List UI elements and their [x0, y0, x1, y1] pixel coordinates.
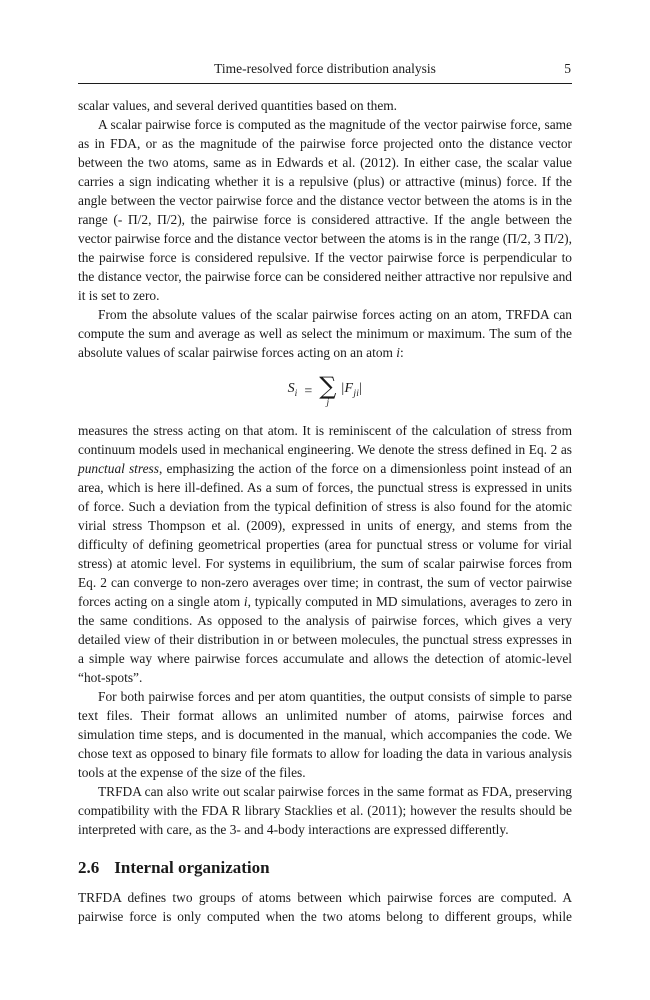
paragraph: [78, 305, 572, 362]
section-title: Internal organization: [114, 858, 270, 877]
text-run: scalar values, and several derived quantities based on them.: [78, 98, 398, 113]
equation-rhs: $|F_{ji}|$: [341, 380, 363, 399]
paragraph: [78, 115, 572, 305]
text-run: , emphasizing the action of the force on a dimensionless point instead of an area, which is here ill-defined. As a sum of forces, the punctual stress is expressed in units of force. Such a deviation from the typical definition of stress is also found for the atomic virial stress Thompson et al. (2009), expressed in units of energy, and stems from the difficulty of defining geometrical properties (area for punctual stress or volume for virial stress) at atomic level. For systems in equilibrium, the sum of scalar pairwise forces from Eq. 2 can converge to non-zero averages over time; in contrast, the sum of vector pairwise forces acting on a single atom: [78, 461, 572, 609]
text-run: A scalar pairwise force is computed as the magnitude of the vector pairwise force, same as in FDA, or as the magnitude of the pairwise force projected onto the distance vector between the two atoms, same as in Edwards et al. (2012). In either case, the scalar value carries a sign indicating whether it is a repulsive (plus) or attractive (minus) force. If the angle between the vector pairwise force and the distance vector between the atoms is in the range (- Π/2, Π/2), the pairwise force is considered attractive. If the angle between the vector pairwise force and the distance vector between the atoms is in the range (Π/2, 3 Π/2), the pairwise force is considered repulsive. If the vector pairwise force is perpendicular to the distance vector, the pairwise force can be considered neither attractive nor repulsive and it is set to zero.: [78, 117, 572, 303]
summation-index: j: [326, 398, 330, 408]
emphasized-text: i: [396, 345, 401, 360]
text-run: From the absolute values of the scalar pairwise forces acting on an atom, TRFDA can compute the sum and average as well as select the minimum or maximum. The sum of the absolute values of scalar pairwise forces acting on an atom: [78, 307, 572, 360]
paragraph: [78, 687, 572, 782]
equation: [78, 364, 572, 418]
text-run: TRFDA defines two groups of atoms between which pairwise forces are computed. A pairwise force is only computed when the two atoms belong to different groups, while: [78, 890, 572, 924]
text-run: :: [400, 345, 404, 360]
text-run: measures the stress acting on that atom. It is reminiscent of the calculation of stress from continuum models used in mechanical engineering. We denote the stress defined in Eq. 2 as: [78, 423, 572, 457]
text-run: , typically computed in MD simulations, averages to zero in the same conditions. As opposed to the analysis of pairwise forces, which gives a very detailed view of their distribution in or between molecules, the punctual stress expresses in a simple way where pairwise forces accumulate and allows the detection of atomic-level “hot-spots”.: [78, 594, 572, 685]
paragraph: [78, 421, 572, 687]
page-number: 5: [564, 61, 571, 76]
sigma-symbol: ∑: [319, 372, 337, 400]
equation-lhs: $S_i$: [287, 380, 298, 399]
equals-sign: =: [304, 383, 313, 399]
emphasized-text: punctual stress: [78, 461, 159, 476]
summation-operator: [319, 374, 336, 408]
running-header: [78, 61, 572, 84]
text-run: For both pairwise forces and per atom quantities, the output consists of simple to parse text files. Their format allows an unlimited number of atoms, pairwise forces and simulation time steps, and is documented in the manual, which accompanies the code. We chose text as opposed to binary file formats to allow for loading the data in various analysis tools at the expense of the size of the files.: [78, 689, 572, 780]
paragraph: [78, 96, 572, 115]
emphasized-text: i: [243, 594, 248, 609]
body-text: [78, 96, 572, 926]
section-number: 2.6: [78, 858, 100, 877]
page-content: [78, 61, 572, 926]
paragraph: [78, 888, 572, 926]
running-header-title: Time-resolved force distribution analysis: [214, 61, 436, 76]
section-heading: [78, 858, 572, 878]
text-run: TRFDA can also write out scalar pairwise forces in the same format as FDA, preserving compatibility with the FDA R library Stacklies et al. (2011); however the results should be interpreted with care, as the 3- and 4-body interactions are expressed differently.: [78, 784, 572, 837]
paragraph: [78, 782, 572, 839]
